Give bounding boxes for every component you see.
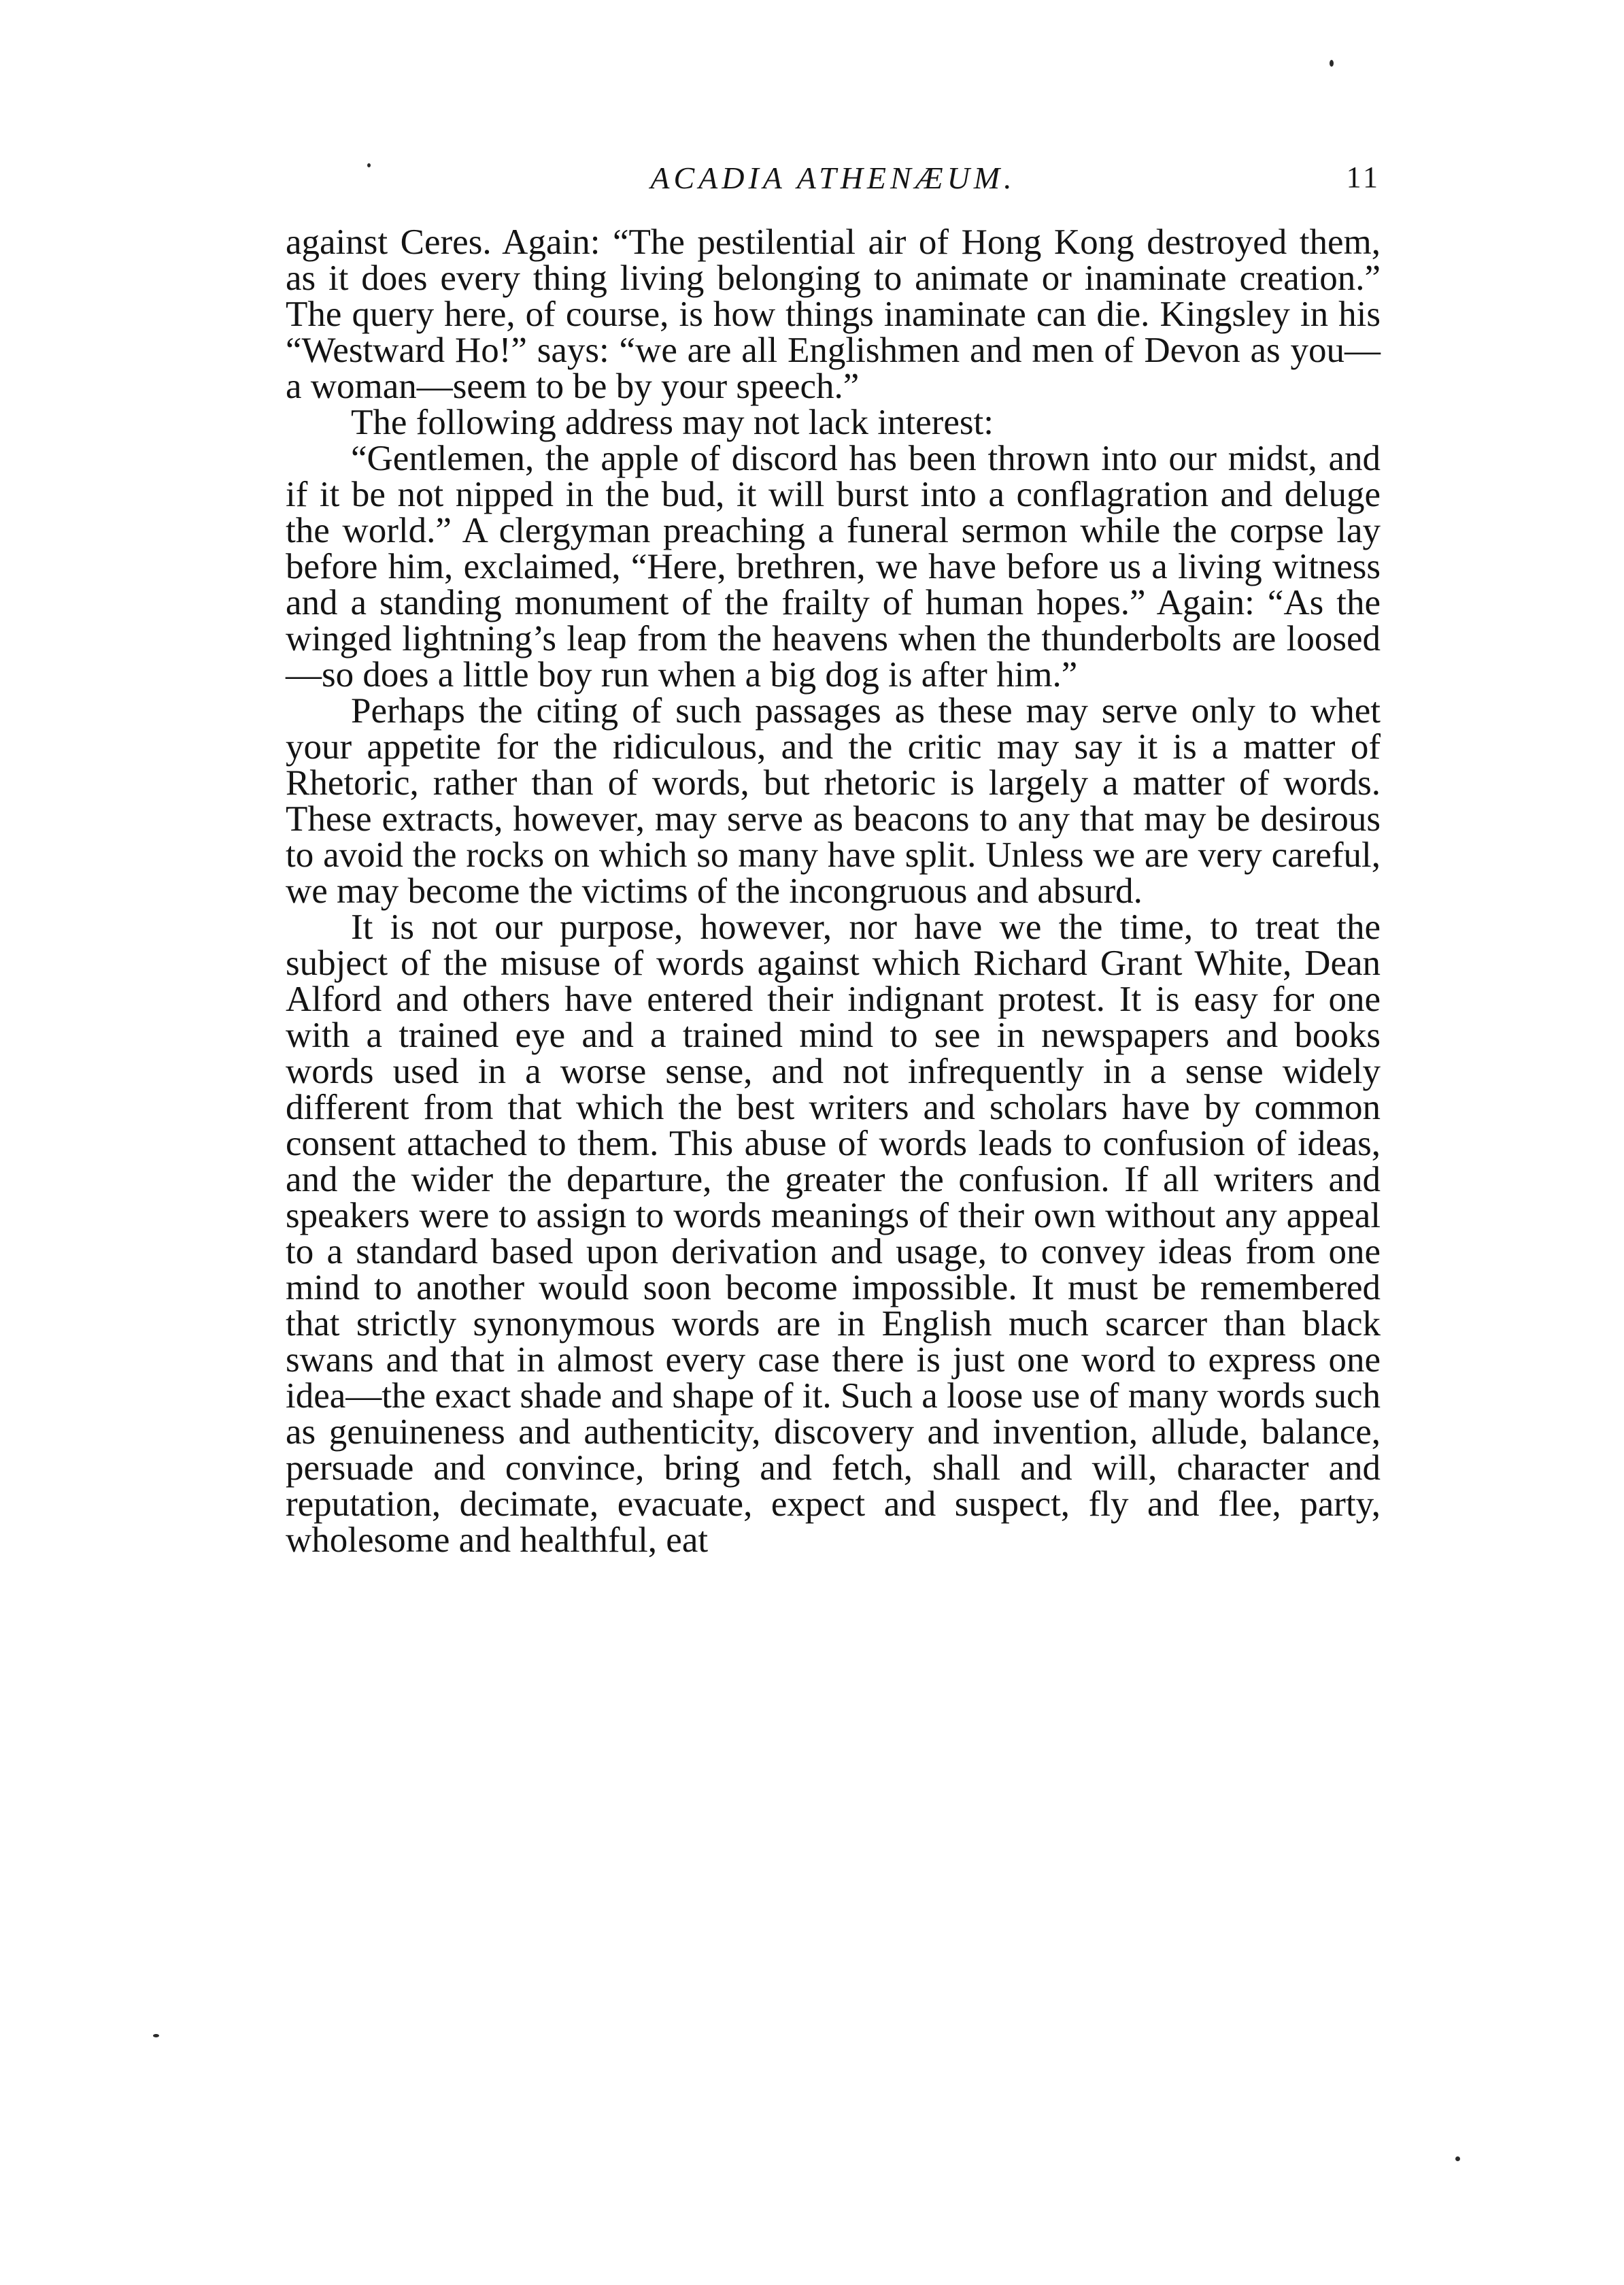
paragraph-5: It is not our purpose, however, nor have we the time, to treat the subject of the misuse of words against which Richard Grant White, Dean Alford and others have entered their indignant protest. It is easy for one with a trained eye and a trained mind to see in newspapers and books words used in a worse sense, and not infrequently in a sense widely different from that which the best writers and scholars have by common consent attached to them. This abuse of words leads to confusion of ideas, and the wider the departure, the greater the confusion. If all writers and speakers were to assign to words meanings of their own without any appeal to a standard based upon derivation and usage, to convey ideas from one mind to another would soon become impossible. It must be remembered that strictly synonymous words are in English much scarcer than black swans and that in almost every case there is just one word to express one idea—the exact shade and shape of it. Such a loose use of many words such as genuineness and authenticity, discovery and invention, allude, balance, persuade and convince, bring and fetch, shall and will, character and reputation, decimate, evacuate, expect and suspect, fly and flee, party, wholesome and healthful, eat [286,907,1381,1560]
page-header [286,153,1381,207]
paragraph-3: “Gentlemen, the apple of discord has been thrown into our midst, and if it be not nipped in the bud, it will burst into a conflagration and deluge the world.” A clergyman preaching a funeral sermon while the corpse lay before him, exclaimed, “Here, brethren, we have before us a living witness and a standing monument of the frailty of human hopes.” Again: “As the winged lightning’s leap from the heavens when the thunderbolts are loosed—so does a little boy run when a big dog is after him.” [286,439,1381,695]
scan-speck [153,2034,159,2037]
scan-speck [367,163,371,167]
paragraph-4: Perhaps the citing of such passages as these may serve only to whet your appetite for the ridiculous, and the critic may say it is a matter of Rhetoric, rather than of words, but rhetoric is largely a matter of words. These extracts, however, may serve as beacons to any that may be desirous to avoid the rocks on which so many have split. Unless we are very careful, we may become the victims of the incongruous and absurd. [286,691,1381,911]
scan-speck [1330,60,1334,67]
paragraph-1: against Ceres. Again: “The pestilential air of Hong Kong destroyed them, as it does every thing living belonging to animate or inaminate creation.” The query here, of course, is how things inaminate can die. Kingsley in his “Westward Ho!” says: “we are all Englishmen and men of Devon as you—a woman—seem to be by your speech.” [286,222,1381,406]
scan-speck [1455,2156,1460,2161]
page-number: 11 [1346,161,1381,194]
body-text [286,224,1381,1558]
paragraph-2: The following address may not lack interest: [351,403,994,442]
running-title: ACADIA ATHENÆUM. [650,161,1016,195]
